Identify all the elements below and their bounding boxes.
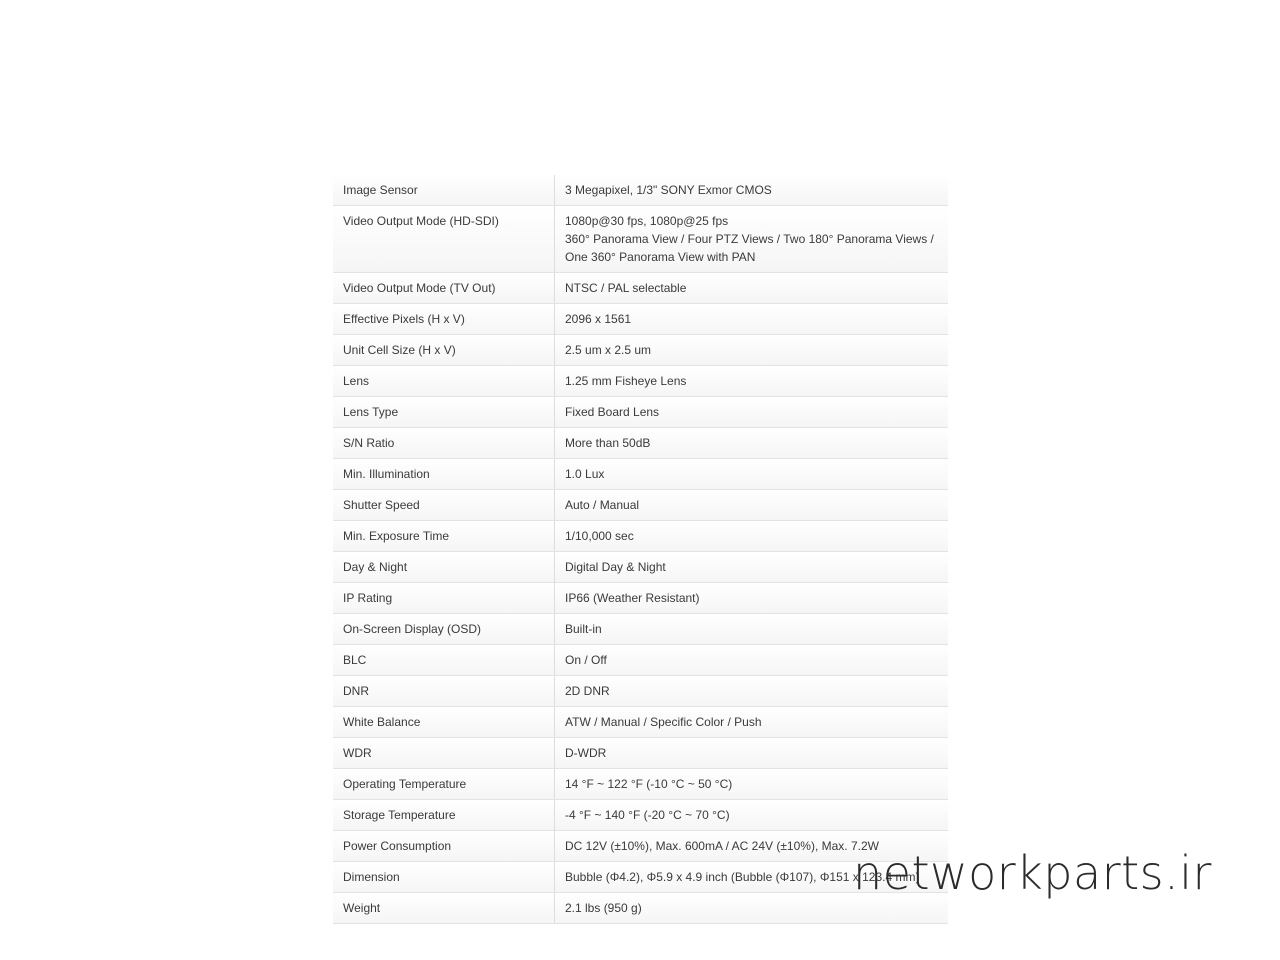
spec-value-line: Fixed Board Lens bbox=[565, 405, 660, 419]
spec-value-line: DC 12V (±10%), Max. 600mA / AC 24V (±10%), Max. 7.2W bbox=[565, 839, 879, 853]
spec-value-line: 2D DNR bbox=[565, 684, 610, 698]
spec-row bbox=[333, 614, 948, 645]
spec-label: Dimension bbox=[333, 862, 555, 893]
spec-row bbox=[333, 738, 948, 769]
spec-value-line: Digital Day & Night bbox=[565, 560, 666, 574]
spec-value-line: -4 °F ~ 140 °F (-20 °C ~ 70 °C) bbox=[565, 808, 730, 822]
spec-value-line: 1.25 mm Fisheye Lens bbox=[565, 374, 687, 388]
spec-label: Power Consumption bbox=[333, 831, 555, 862]
spec-value-line: 1.0 Lux bbox=[565, 467, 605, 481]
spec-value bbox=[555, 645, 949, 676]
spec-label: Operating Temperature bbox=[333, 769, 555, 800]
spec-value bbox=[555, 583, 949, 614]
spec-value bbox=[555, 206, 949, 273]
spec-row bbox=[333, 552, 948, 583]
spec-value bbox=[555, 459, 949, 490]
spec-value bbox=[555, 614, 949, 645]
spec-value-line: NTSC / PAL selectable bbox=[565, 281, 687, 295]
spec-label: Min. Illumination bbox=[333, 459, 555, 490]
spec-row bbox=[333, 521, 948, 552]
spec-value bbox=[555, 175, 949, 206]
spec-value bbox=[555, 335, 949, 366]
spec-label: Weight bbox=[333, 893, 555, 924]
spec-row bbox=[333, 676, 948, 707]
spec-row bbox=[333, 583, 948, 614]
spec-row bbox=[333, 459, 948, 490]
spec-row bbox=[333, 490, 948, 521]
spec-row bbox=[333, 707, 948, 738]
spec-label: Storage Temperature bbox=[333, 800, 555, 831]
spec-row bbox=[333, 769, 948, 800]
spec-value bbox=[555, 800, 949, 831]
spec-row bbox=[333, 800, 948, 831]
spec-label: DNR bbox=[333, 676, 555, 707]
spec-label: White Balance bbox=[333, 707, 555, 738]
spec-row bbox=[333, 206, 948, 273]
spec-row bbox=[333, 304, 948, 335]
watermark-logo: networkparts.ir bbox=[853, 846, 1212, 900]
spec-row bbox=[333, 366, 948, 397]
spec-value bbox=[555, 490, 949, 521]
spec-label: Effective Pixels (H x V) bbox=[333, 304, 555, 335]
spec-label: Lens bbox=[333, 366, 555, 397]
spec-label: Video Output Mode (HD-SDI) bbox=[333, 206, 555, 273]
spec-value-line: 360° Panorama View / Four PTZ Views / Two 180° Panorama Views / bbox=[565, 232, 934, 246]
spec-label: Video Output Mode (TV Out) bbox=[333, 273, 555, 304]
spec-row bbox=[333, 273, 948, 304]
spec-value bbox=[555, 428, 949, 459]
spec-value bbox=[555, 676, 949, 707]
spec-label: Unit Cell Size (H x V) bbox=[333, 335, 555, 366]
spec-label: Image Sensor bbox=[333, 175, 555, 206]
spec-value-line: Auto / Manual bbox=[565, 498, 640, 512]
spec-label: BLC bbox=[333, 645, 555, 676]
spec-label: IP Rating bbox=[333, 583, 555, 614]
spec-row bbox=[333, 645, 948, 676]
spec-value bbox=[555, 366, 949, 397]
spec-value bbox=[555, 521, 949, 552]
spec-value-line: One 360° Panorama View with PAN bbox=[565, 250, 756, 264]
spec-value bbox=[555, 397, 949, 428]
spec-table-body bbox=[333, 175, 948, 924]
spec-label: Lens Type bbox=[333, 397, 555, 428]
spec-label: S/N Ratio bbox=[333, 428, 555, 459]
spec-row bbox=[333, 397, 948, 428]
spec-label: Shutter Speed bbox=[333, 490, 555, 521]
spec-label: On-Screen Display (OSD) bbox=[333, 614, 555, 645]
spec-value-line: 14 °F ~ 122 °F (-10 °C ~ 50 °C) bbox=[565, 777, 733, 791]
spec-row bbox=[333, 335, 948, 366]
spec-label: Day & Night bbox=[333, 552, 555, 583]
spec-value-line: 1/10,000 sec bbox=[565, 529, 634, 543]
spec-value-line: On / Off bbox=[565, 653, 607, 667]
spec-value bbox=[555, 304, 949, 335]
spec-value bbox=[555, 707, 949, 738]
spec-row bbox=[333, 428, 948, 459]
spec-label: Min. Exposure Time bbox=[333, 521, 555, 552]
spec-table bbox=[333, 175, 948, 924]
spec-value-line: D-WDR bbox=[565, 746, 607, 760]
spec-value-line: 3 Megapixel, 1/3" SONY Exmor CMOS bbox=[565, 183, 772, 197]
spec-value-line: 1080p@30 fps, 1080p@25 fps bbox=[565, 214, 729, 228]
spec-value-line: 2.5 um x 2.5 um bbox=[565, 343, 652, 357]
spec-value bbox=[555, 769, 949, 800]
spec-value-line: More than 50dB bbox=[565, 436, 651, 450]
spec-value bbox=[555, 552, 949, 583]
spec-value-line: IP66 (Weather Resistant) bbox=[565, 591, 700, 605]
spec-value-line: ATW / Manual / Specific Color / Push bbox=[565, 715, 762, 729]
spec-value-line: Built-in bbox=[565, 622, 602, 636]
spec-value-line: Bubble (Φ4.2), Φ5.9 x 4.9 inch (Bubble (Φ107), Φ151 x 123.4 mm) bbox=[565, 870, 920, 884]
spec-value-line: 2.1 lbs (950 g) bbox=[565, 901, 642, 915]
spec-value bbox=[555, 273, 949, 304]
spec-value bbox=[555, 738, 949, 769]
spec-label: WDR bbox=[333, 738, 555, 769]
spec-row bbox=[333, 175, 948, 206]
spec-value-line: 2096 x 1561 bbox=[565, 312, 632, 326]
